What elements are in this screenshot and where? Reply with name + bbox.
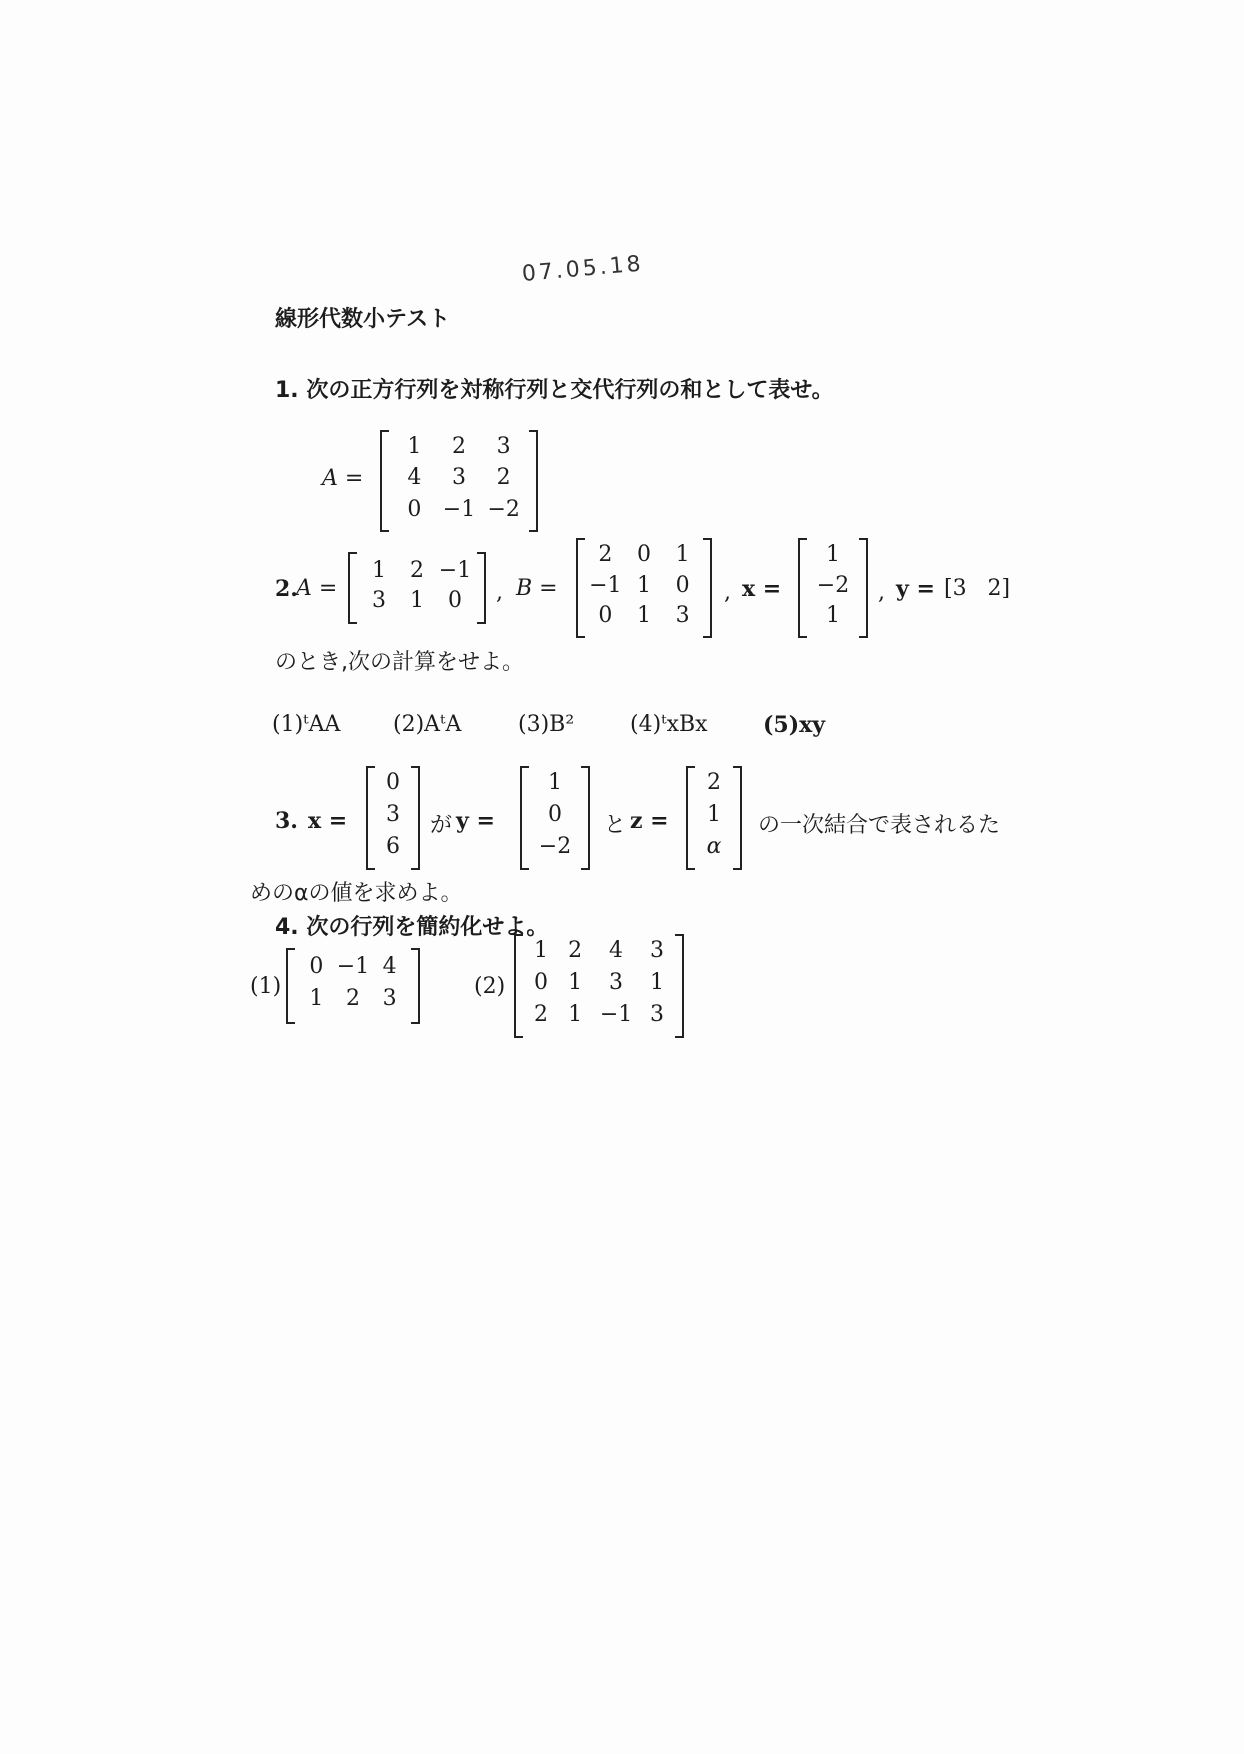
matrix-cell: 3: [675, 603, 690, 629]
matrix-cell: 1: [568, 1002, 583, 1027]
matrix-cell: 6: [386, 834, 400, 859]
matrix-cell: 3: [649, 938, 664, 963]
matrix-cell: 0: [309, 954, 324, 979]
matrix-cell: 1: [410, 588, 424, 613]
matrix-cell: 2: [496, 465, 511, 491]
matrix-cell: 2: [451, 434, 466, 459]
matrix-cell: 2: [568, 938, 583, 963]
q3-y-label: y =: [456, 808, 495, 834]
q2-y-value: [3 2]: [944, 576, 1011, 601]
q3-vector-x: [366, 766, 420, 870]
matrix-cell: 0: [548, 802, 562, 827]
q2-number: 2.: [275, 576, 298, 602]
q3-vector-y-cells: [530, 770, 580, 866]
q3-vector-x-cells: [374, 770, 412, 866]
q3-number: 3.: [275, 808, 298, 834]
left-bracket: [286, 948, 295, 1024]
right-bracket: [859, 538, 868, 638]
q4-matrix-1: [286, 948, 420, 1024]
left-bracket: [520, 766, 529, 870]
q3-to: と: [604, 813, 627, 838]
q1-text: 1. 次の正方行列を対称行列と交代行列の和として表せ。: [275, 378, 834, 403]
left-bracket: [798, 538, 807, 638]
matrix-cell: α: [706, 834, 722, 859]
matrix-cell: 2: [534, 1002, 549, 1027]
q2-item-1: (1)ᵗAA: [272, 712, 341, 737]
matrix-cell: 3: [372, 588, 386, 613]
matrix-cell: 2: [345, 986, 360, 1011]
matrix-cell: 4: [407, 465, 422, 491]
q1-matrix-a: [380, 430, 538, 532]
q2-b-label: B =: [516, 576, 558, 601]
q4-matrix-2: [514, 934, 684, 1038]
q2-vector-x-cells: [808, 542, 858, 634]
matrix-cell: 1: [707, 802, 721, 827]
q2-item-3: (3)B²: [518, 712, 575, 737]
q2-item-5: (5)xy: [763, 712, 826, 738]
matrix-cell: 0: [636, 542, 651, 567]
matrix-cell: 1: [636, 603, 651, 629]
matrix-cell: 2: [598, 542, 613, 567]
q3-z-label: z =: [630, 808, 669, 834]
matrix-cell: 1: [826, 542, 840, 567]
matrix-cell: 3: [386, 802, 400, 827]
q2-comma-1: ,: [496, 580, 503, 605]
q2-vector-x: [798, 538, 868, 638]
matrix-cell: 0: [407, 496, 422, 522]
matrix-cell: 0: [598, 603, 613, 629]
q2-item-4: (4)ᵗxBx: [630, 712, 708, 737]
q1-matrix-a-cells: [392, 434, 526, 528]
q3-text-line1: の一次結合で表されるた: [758, 813, 1001, 838]
right-bracket: [675, 934, 684, 1038]
q2-y-label: y =: [896, 576, 935, 602]
matrix-cell: 3: [451, 465, 466, 491]
matrix-cell: −1: [336, 954, 370, 979]
matrix-cell: −1: [599, 1002, 633, 1027]
q4-matrix-2-cells: [524, 938, 674, 1034]
matrix-cell: −1: [589, 572, 622, 598]
matrix-cell: 3: [609, 970, 624, 995]
q2-comma-3: ,: [878, 580, 885, 605]
q3-text-line2: めのαの値を求めよ。: [250, 881, 463, 906]
right-bracket: [529, 430, 538, 532]
page-title: 線形代数小テスト: [275, 307, 451, 332]
q2-matrix-b-cells: [586, 542, 702, 634]
matrix-cell: 0: [534, 970, 549, 995]
matrix-cell: 1: [548, 770, 562, 795]
q3-vector-z-cells: [694, 770, 734, 866]
right-bracket: [411, 948, 420, 1024]
q2-text: のとき,次の計算をせよ。: [275, 650, 524, 675]
matrix-cell: 1: [568, 970, 583, 995]
matrix-cell: 1: [675, 542, 690, 567]
q4-label-2: (2): [474, 974, 506, 999]
matrix-cell: −2: [538, 834, 572, 859]
left-bracket: [514, 934, 523, 1038]
q2-a-label: A =: [296, 576, 338, 601]
matrix-cell: 1: [309, 986, 324, 1011]
matrix-cell: 1: [372, 558, 386, 583]
q1-a-label: A =: [322, 466, 364, 491]
left-bracket: [380, 430, 389, 532]
q2-matrix-a-cells: [360, 558, 474, 618]
right-bracket: [477, 552, 486, 624]
matrix-cell: 2: [410, 558, 424, 583]
matrix-cell: 4: [382, 954, 397, 979]
q2-comma-2: ,: [724, 580, 731, 605]
matrix-cell: 1: [649, 970, 664, 995]
matrix-cell: −1: [438, 558, 472, 583]
matrix-cell: −2: [816, 572, 850, 598]
matrix-cell: 1: [636, 572, 651, 598]
q2-matrix-b: [576, 538, 712, 638]
matrix-cell: −2: [487, 496, 520, 522]
right-bracket: [703, 538, 712, 638]
q3-ga: が: [430, 813, 453, 838]
matrix-cell: 1: [407, 434, 422, 459]
right-bracket: [733, 766, 742, 870]
matrix-cell: 3: [496, 434, 511, 459]
matrix-cell: 1: [826, 603, 840, 629]
matrix-cell: −1: [442, 496, 476, 522]
q2-item-2: (2)AᵗA: [393, 712, 462, 737]
matrix-cell: 3: [382, 986, 397, 1011]
q2-x-label: x =: [742, 576, 782, 602]
left-bracket: [348, 552, 357, 624]
q3-vector-y: [520, 766, 590, 870]
q3-x-label: x =: [308, 808, 348, 834]
matrix-cell: 0: [448, 588, 462, 613]
q4-text: 4. 次の行列を簡約化せよ。: [275, 915, 549, 940]
right-bracket: [581, 766, 590, 870]
q4-label-1: (1): [250, 974, 282, 999]
left-bracket: [576, 538, 585, 638]
handwritten-date: 07.05.18: [520, 251, 645, 287]
matrix-cell: 1: [534, 938, 549, 963]
matrix-cell: 4: [609, 938, 624, 963]
right-bracket: [411, 766, 420, 870]
matrix-cell: 0: [386, 770, 400, 795]
matrix-cell: 3: [649, 1002, 664, 1027]
q2-matrix-a: [348, 552, 486, 624]
q4-matrix-1-cells: [298, 954, 408, 1018]
matrix-cell: 0: [675, 572, 690, 598]
q3-vector-z: [686, 766, 742, 870]
matrix-cell: 2: [707, 770, 721, 795]
